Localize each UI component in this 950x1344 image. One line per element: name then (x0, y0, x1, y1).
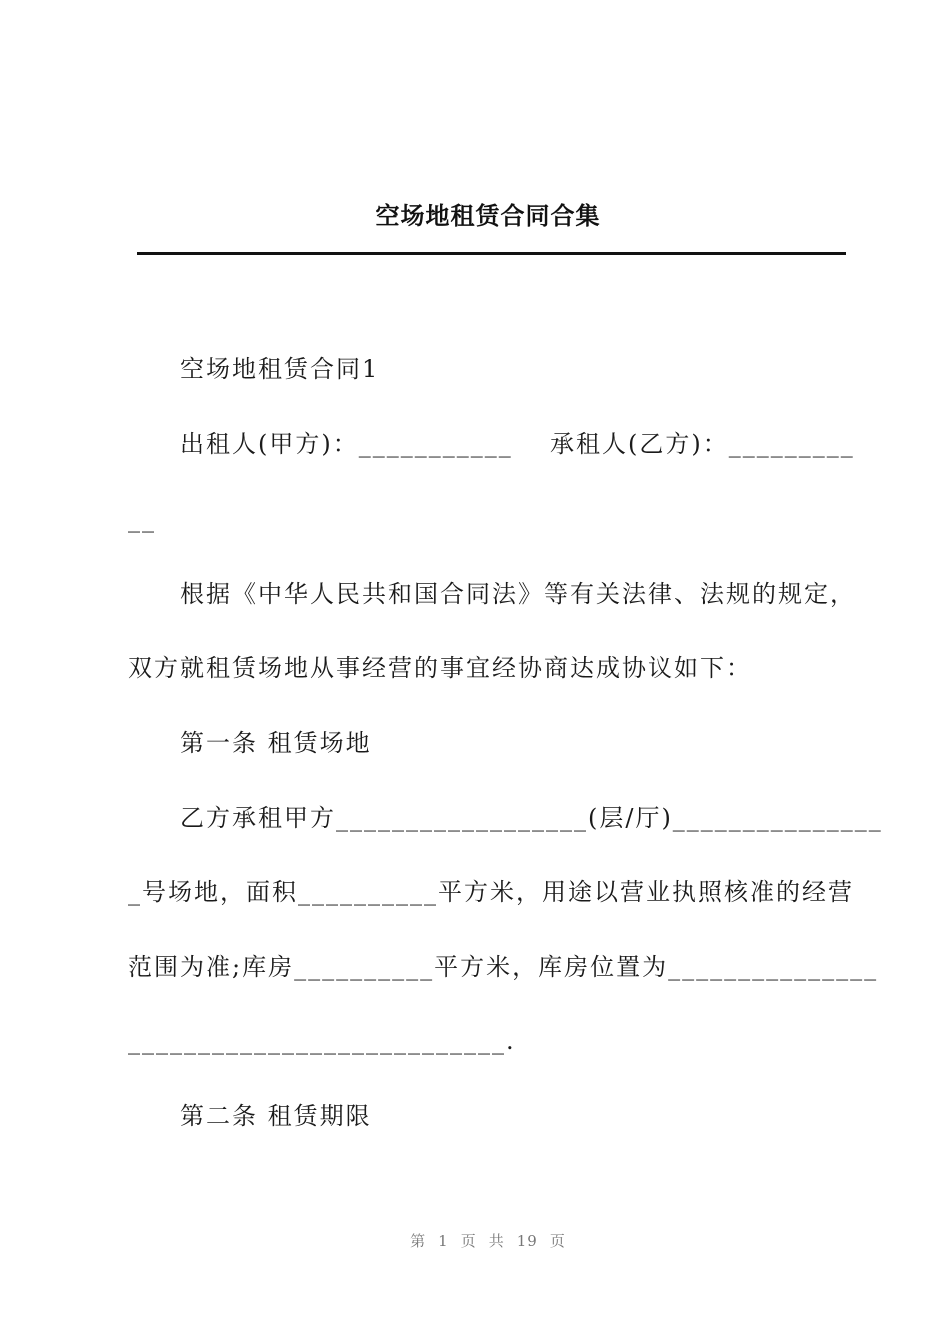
footer-label-di: 第 (410, 1232, 427, 1250)
article-1-line-2: _号场地，面积__________平方米，用途以营业执照核准的经营 (128, 878, 854, 906)
lessee-line: 承租人(乙方)：_________ (550, 430, 855, 458)
footer-label-gong: 共 (488, 1232, 505, 1250)
footer-label-ye-2: 页 (549, 1232, 566, 1250)
footer-label-ye: 页 (460, 1232, 477, 1250)
lessee-line-continued: __ (128, 505, 156, 533)
lessor-line: 出租人(甲方)：___________ (180, 430, 513, 458)
intro-paragraph-line-2: 双方就租赁场地从事经营的事宜经协商达成协议如下： (128, 654, 752, 682)
footer-current-page: 1 (438, 1232, 449, 1250)
article-1-line-1: 乙方承租甲方__________________(层/厅)_______________ (180, 804, 883, 832)
title-underline (137, 252, 846, 255)
article-1-line-4: ___________________________. (128, 1027, 516, 1055)
intro-paragraph-line-1: 根据《中华人民共和国合同法》等有关法律、法规的规定， (180, 580, 856, 608)
contract-heading: 空场地租赁合同1 (180, 355, 380, 383)
footer-total-pages: 19 (516, 1232, 538, 1250)
page-footer (0, 1230, 950, 1251)
document-title: 空场地租赁合同合集 (375, 201, 601, 230)
article-1-line-3: 范围为准;库房__________平方米，库房位置为_______________ (128, 953, 879, 981)
article-2-heading: 第二条 租赁期限 (180, 1102, 372, 1130)
article-1-heading: 第一条 租赁场地 (180, 729, 372, 757)
